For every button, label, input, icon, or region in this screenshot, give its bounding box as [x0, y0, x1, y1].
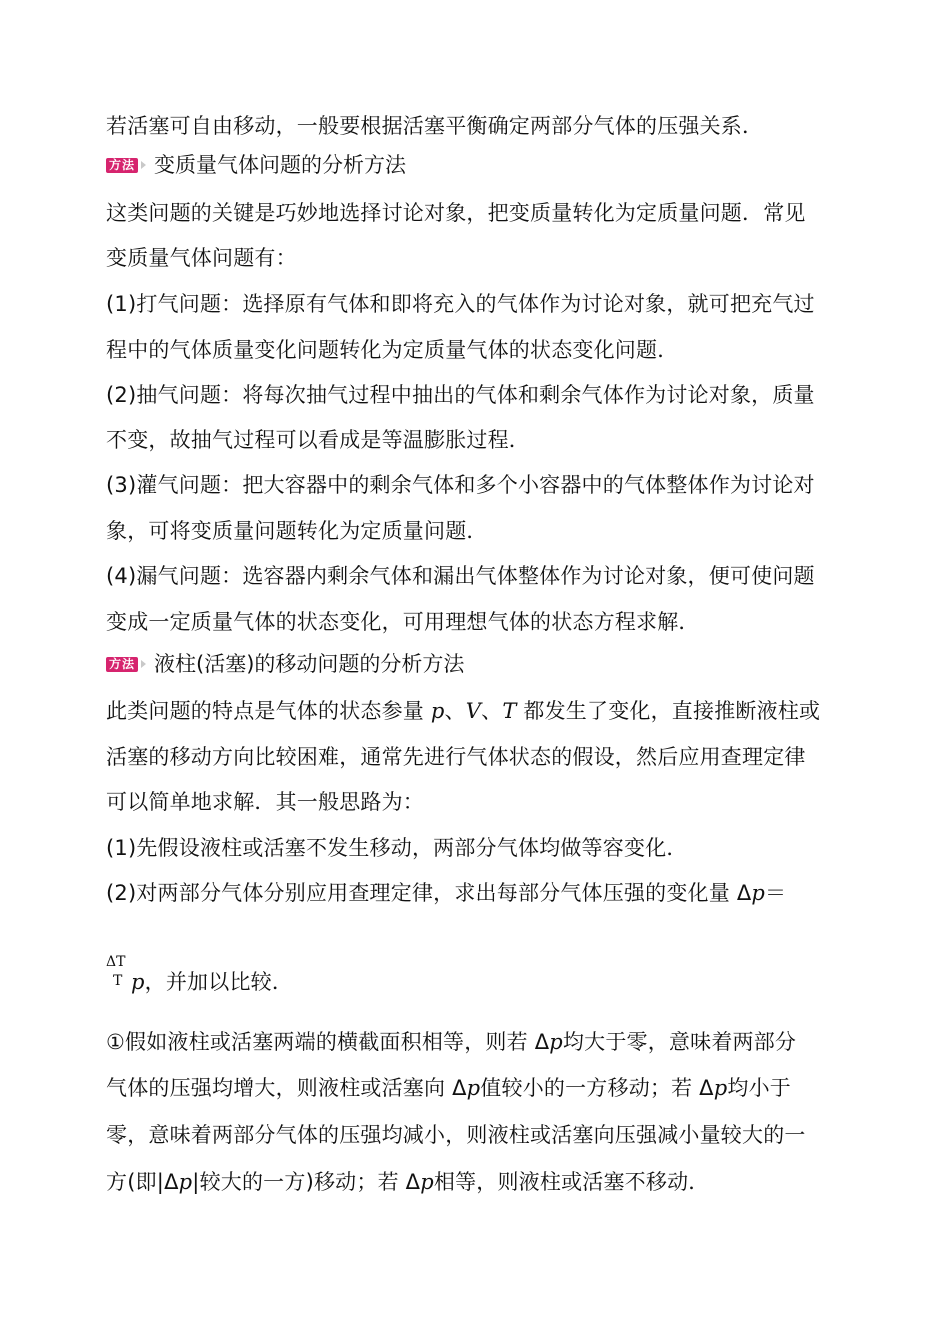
- variable-p: p: [466, 1076, 481, 1100]
- variable-v: V: [465, 699, 482, 723]
- section-heading-text: 变质量气体问题的分析方法: [154, 153, 407, 177]
- paragraph-line: (4)漏气问题：选容器内剩余气体和漏出气体整体作为讨论对象，便可使问题: [106, 564, 815, 588]
- paragraph-line: [106, 696, 820, 726]
- triangle-right-icon: [141, 161, 146, 169]
- paragraph-line: 不变，故抽气过程可以看成是等温膨胀过程．: [106, 428, 530, 452]
- text-segment: ①假如液柱或活塞两端的横截面积相等，则若 Δ: [106, 1030, 550, 1054]
- paragraph-line: 变成一定质量气体的状态变化，可用理想气体的状态方程求解．: [106, 610, 700, 634]
- paragraph-line: 变质量气体问题有：: [106, 246, 297, 270]
- section-heading-text: 液柱(活塞)的移动问题的分析方法: [154, 652, 465, 676]
- method-badge-label: 方法: [106, 657, 138, 672]
- paragraph-line: [131, 967, 293, 997]
- section-heading-liquid-column: [106, 649, 464, 679]
- section-heading-variable-mass: [106, 150, 406, 180]
- variable-p: p: [178, 1170, 193, 1194]
- paragraph-line: 程中的气体质量变化问题转化为定质量气体的状态变化问题．: [106, 338, 679, 362]
- paragraph-line: [106, 878, 786, 908]
- text-segment: 值较小的一方移动；若 Δ: [480, 1076, 714, 1100]
- text-segment: 均大于零，意味着两部分: [562, 1030, 797, 1054]
- method-badge: [106, 657, 146, 672]
- text-segment: |较大的一方)移动；若 Δ: [192, 1170, 421, 1194]
- text-segment: ＝: [765, 881, 787, 905]
- variable-p: p: [713, 1076, 728, 1100]
- text-segment: 相等，则液柱或活塞不移动．: [433, 1170, 710, 1194]
- paragraph-line: 可以简单地求解．其一般思路为：: [106, 790, 424, 814]
- variable-p: p: [549, 1030, 563, 1054]
- paragraph-line: 象，可将变质量问题转化为定质量问题．: [106, 519, 488, 543]
- variable-p: p: [420, 1170, 434, 1194]
- triangle-right-icon: [141, 660, 146, 668]
- paragraph-line: 若活塞可自由移动，一般要根据活塞平衡确定两部分气体的压强关系．: [106, 114, 764, 138]
- paragraph-line: 活塞的移动方向比较困难，通常先进行气体状态的假设，然后应用查理定律: [106, 745, 806, 769]
- paragraph-line: [106, 1167, 709, 1197]
- paragraph-line: (1)先假设液柱或活塞不发生移动，两部分气体均做等容变化．: [106, 836, 688, 860]
- method-badge: [106, 158, 146, 173]
- text-segment: 、: [481, 699, 503, 723]
- text-segment: (2)对两部分气体分别应用查理定律，求出每部分气体压强的变化量 Δ: [106, 881, 752, 905]
- text-segment: 都发生了变化，直接推断液柱或: [516, 699, 821, 723]
- text-segment: 、: [444, 699, 466, 723]
- paragraph-line: 零，意味着两部分气体的压强均减小，则液柱或活塞向压强减小量较大的一: [106, 1123, 806, 1147]
- paragraph-line: (2)抽气问题：将每次抽气过程中抽出的气体和剩余气体作为讨论对象，质量: [106, 383, 815, 407]
- fraction-numerator: ΔT: [106, 954, 126, 970]
- variable-p: p: [751, 881, 766, 905]
- paragraph-line: (1)打气问题：选择原有气体和即将充入的气体作为讨论对象，就可把充气过: [106, 292, 815, 316]
- text-segment: 方(即|Δ: [106, 1170, 179, 1194]
- text-segment: ，并加以比较．: [144, 970, 294, 994]
- text-segment: 均小于: [727, 1076, 792, 1100]
- paragraph-line: [106, 1073, 791, 1103]
- paragraph-line: 这类问题的关键是巧妙地选择讨论对象，把变质量转化为定质量问题．常见: [106, 201, 806, 225]
- paragraph-line: (3)灌气问题：把大容器中的剩余气体和多个小容器中的气体整体作为讨论对: [106, 473, 815, 497]
- variable-p: p: [430, 699, 445, 723]
- variable-t: T: [502, 699, 517, 723]
- paragraph-line: [106, 1027, 796, 1057]
- text-segment: 气体的压强均增大，则液柱或活塞向 Δ: [106, 1076, 467, 1100]
- fraction-denominator: T: [113, 973, 123, 989]
- text-segment: 此类问题的特点是气体的状态参量: [106, 699, 431, 723]
- variable-p: p: [131, 970, 145, 994]
- method-badge-label: 方法: [106, 158, 138, 173]
